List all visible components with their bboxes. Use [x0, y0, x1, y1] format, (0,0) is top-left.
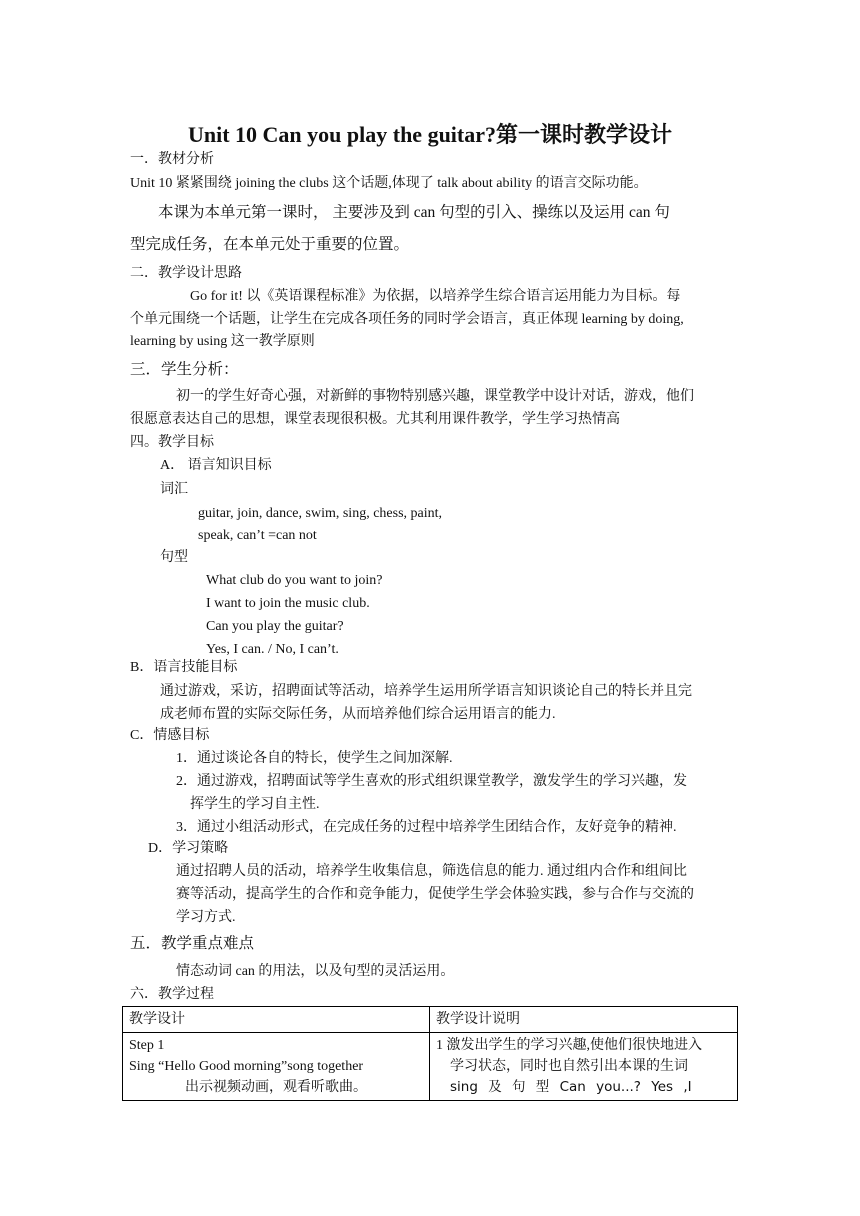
sentence-1: What club do you want to join?	[206, 573, 383, 588]
teaching-process-table	[122, 1006, 738, 1101]
sentence-2: I want to join the music club.	[206, 596, 370, 611]
explanation-line-3: sing 及 句 型 Can you...? Yes ,I	[450, 1079, 692, 1095]
goal-d-line-3: 学习方式.	[176, 910, 236, 925]
table-header-explanation-label: 教学设计说明	[436, 1012, 520, 1027]
sentence-label: 句型	[160, 550, 188, 565]
goal-d-line-1: 通过招聘人员的活动，培养学生收集信息，筛选信息的能力. 通过组内合作和组间比	[176, 864, 687, 879]
vocab-line-1: guitar, join, dance, swim, sing, chess, paint,	[198, 506, 443, 521]
goal-a-heading: A． 语言知识目标	[160, 458, 272, 473]
goal-d-heading: D．学习策略	[148, 841, 229, 856]
section-5-heading: 五．教学重点难点	[130, 935, 255, 952]
goal-b-line-1: 通过游戏，采访，招聘面试等活动，培养学生运用所学语言知识谈论自己的特长并且完	[160, 684, 692, 699]
section-1-line-3: 型完成任务，在本单元处于重要的位置。	[130, 236, 410, 253]
goal-c-item-2-line-2: 挥学生的学习自主性.	[190, 797, 320, 812]
document-title: Unit 10 Can you play the guitar?第一课时教学设计	[187, 122, 673, 147]
vocab-line-2: speak, can’t =can not	[198, 528, 317, 543]
section-2-heading: 二．教学设计思路	[130, 266, 242, 281]
sentence-3: Can you play the guitar?	[206, 619, 344, 634]
goal-d-line-2: 赛等活动，提高学生的合作和竞争能力，促使学生学会体验实践，参与合作与交流的	[176, 887, 694, 902]
section-1-line-1: Unit 10 紧紧围绕 joining the clubs 这个话题,体现了 talk about ability 的语言交际功能。	[130, 176, 648, 191]
table-header-design-label: 教学设计	[129, 1012, 185, 1027]
goal-b-line-2: 成老师布置的实际交际任务，从而培养他们综合运用语言的能力.	[160, 707, 556, 722]
table-cell-explanation	[430, 1033, 738, 1101]
step-detail: 出示视频动画，观看听歌曲。	[185, 1080, 367, 1095]
section-3-line-1: 初一的学生好奇心强，对新鲜的事物特别感兴趣，课堂教学中设计对话，游戏，他们	[176, 389, 694, 404]
explanation-line-2: 学习状态，同时也自然引出本课的生词	[450, 1059, 688, 1074]
goal-c-item-3: 3．通过小组活动形式，在完成任务的过程中培养学生团结合作，友好竞争的精神.	[176, 820, 677, 835]
goal-c-item-2-line-1: 2．通过游戏，招聘面试等学生喜欢的形式组织课堂教学，激发学生的学习兴趣，发	[176, 774, 687, 789]
section-3-heading: 三．学生分析：	[130, 361, 239, 378]
section-2-line-2: 个单元围绕一个话题，让学生在完成各项任务的同时学会语言，真正体现 learning by doing,	[130, 312, 684, 327]
section-2-line-1: Go for it! 以《英语课程标准》为依据，以培养学生综合语言运用能力为目标。每	[190, 289, 681, 304]
goal-b-heading: B．语言技能目标	[130, 660, 238, 675]
section-4-heading: 四。教学目标	[130, 435, 214, 450]
table-header-row	[123, 1007, 738, 1033]
table-cell-design	[123, 1033, 430, 1101]
goal-c-item-1: 1．通过谈论各自的特长，使学生之间加深解.	[176, 751, 453, 766]
explanation-line-1: 1 激发出学生的学习兴趣,使他们很快地进入	[436, 1038, 702, 1053]
section-5-line-1: 情态动词 can 的用法，以及句型的灵活运用。	[176, 964, 455, 979]
vocab-label: 词汇	[160, 482, 188, 497]
step-activity: Sing “Hello Good morning”song together	[129, 1059, 364, 1074]
section-2-line-3: learning by using 这一教学原则	[130, 334, 315, 349]
step-label: Step 1	[129, 1038, 165, 1053]
sentence-4: Yes, I can. / No, I can’t.	[206, 642, 339, 657]
table-row	[123, 1033, 738, 1101]
section-6-heading: 六．教学过程	[130, 987, 214, 1002]
section-3-line-2: 很愿意表达自己的思想，课堂表现很积极。尤其利用课件教学，学生学习热情高	[130, 412, 620, 427]
goal-c-heading: C．情感目标	[130, 728, 210, 743]
table-header-explanation	[430, 1007, 738, 1033]
table-header-design	[123, 1007, 430, 1033]
section-1-line-2: 本课为本单元第一课时， 主要涉及到 can 句型的引入、操练以及运用 can 句	[158, 204, 670, 221]
section-1-heading: 一．教材分析	[130, 152, 214, 167]
